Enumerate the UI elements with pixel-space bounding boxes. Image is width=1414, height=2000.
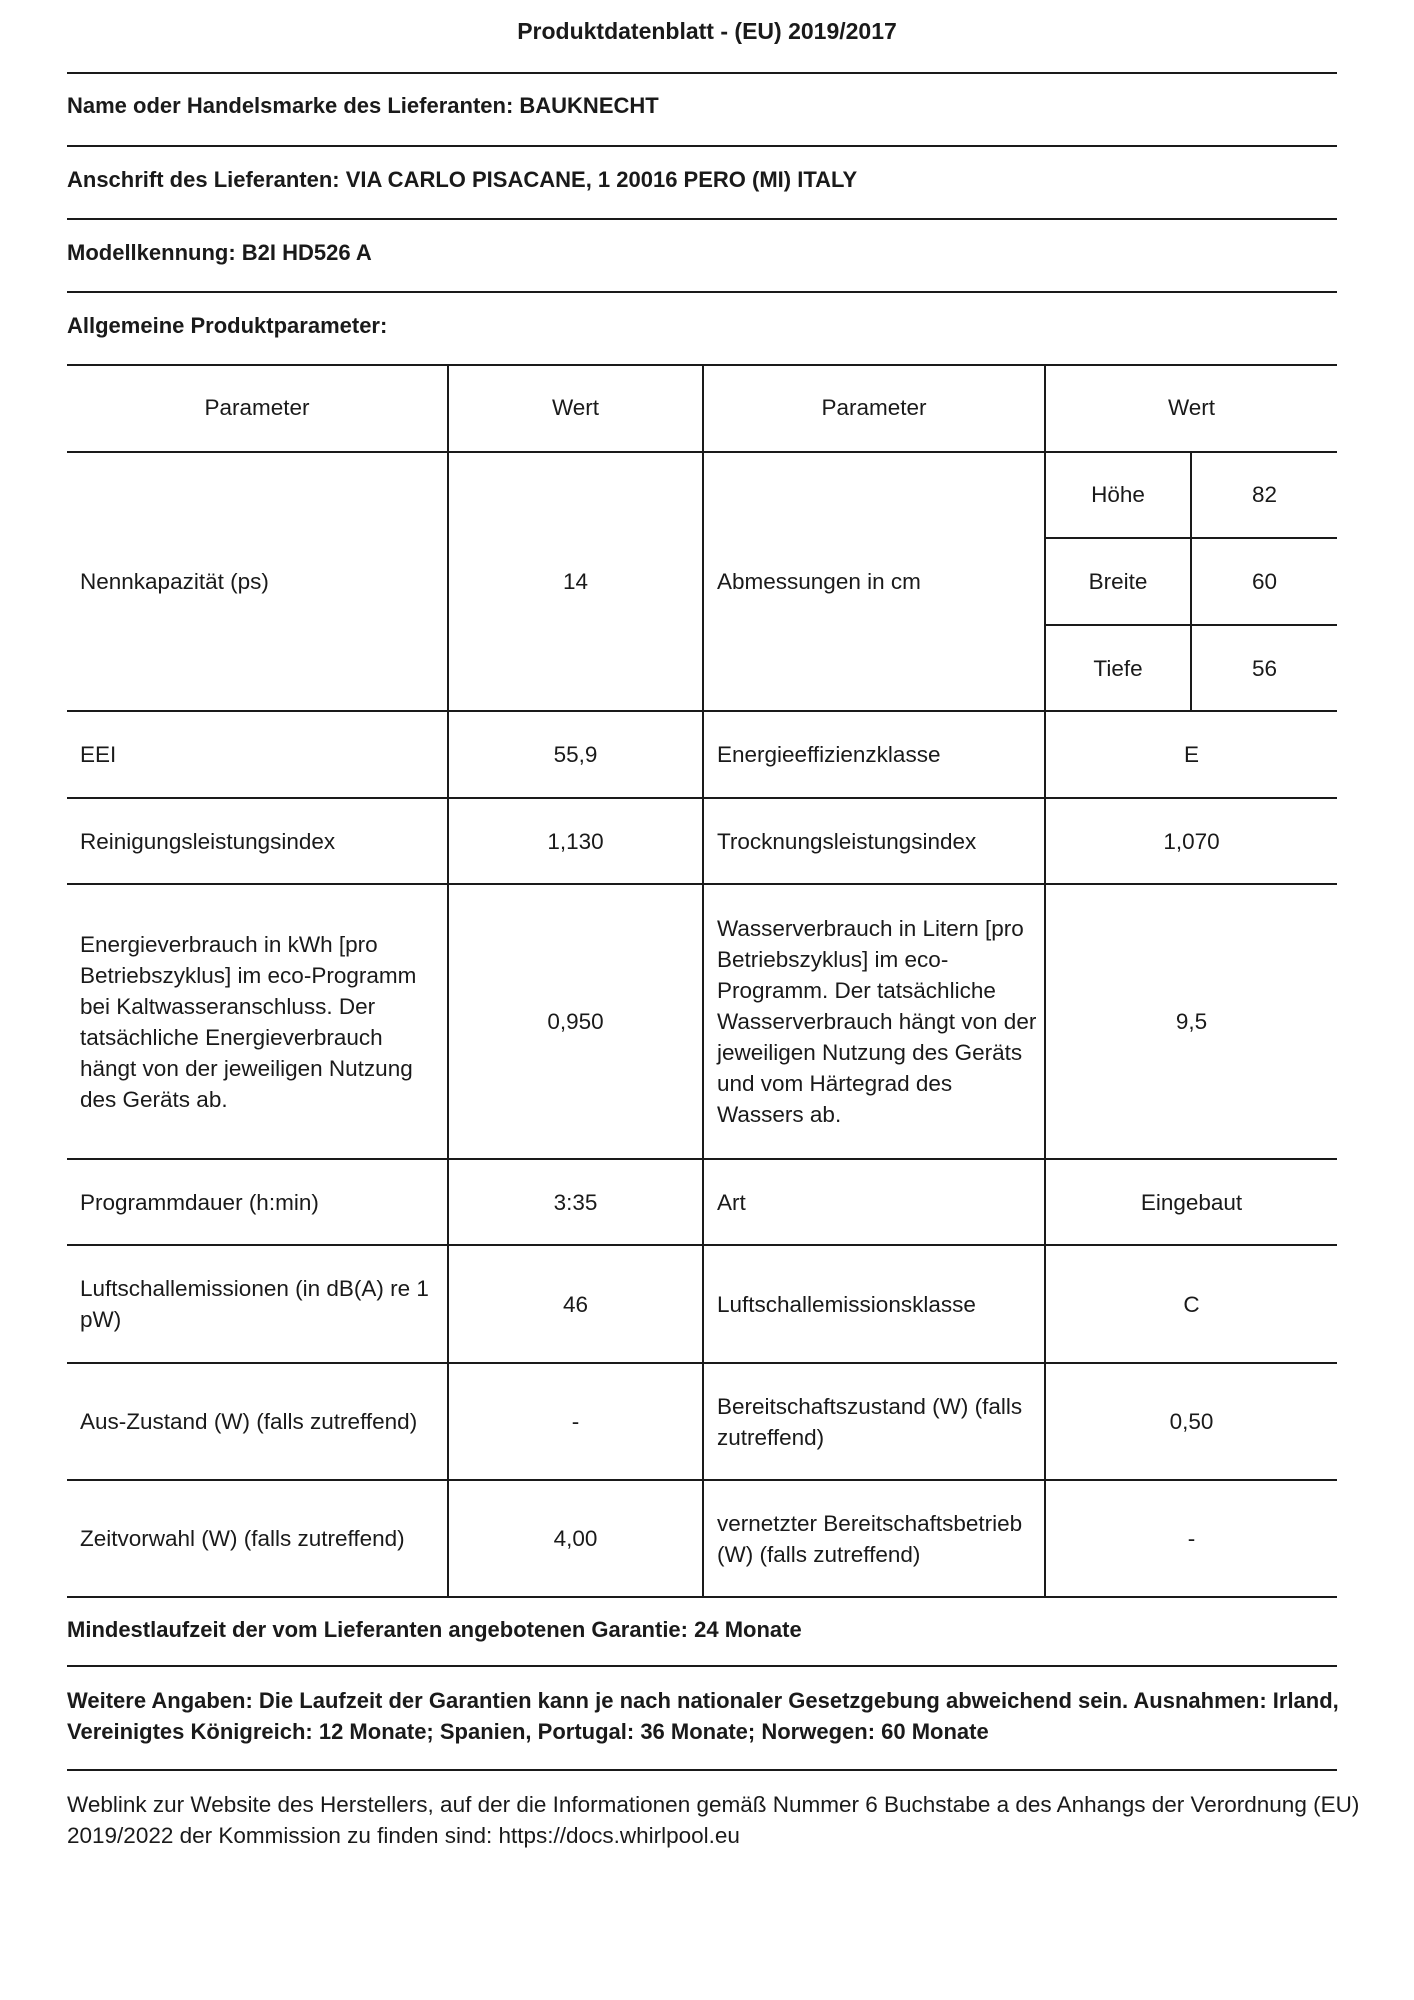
divider xyxy=(67,72,1337,74)
param-type: Art xyxy=(717,1189,746,1215)
further-information: Weitere Angaben: Die Laufzeit der Garantien kann je nach nationaler Gesetzgebung abweichend sein. Ausnahmen: Irland, Vereinigtes Königreich: 12 Monate; Spanien, Portugal: 36 Monate; Norwegen: 60 Monate xyxy=(67,1688,1339,1744)
param-energy-class: Energieeffizienzklasse xyxy=(717,742,941,767)
value-cleaning-index: 1,130 xyxy=(547,828,604,854)
product-parameters-table xyxy=(67,364,1337,1598)
dim-value-depth: 56 xyxy=(1251,655,1278,681)
divider xyxy=(67,1665,1337,1667)
param-standby-mode: Bereitschaftszustand (W) (falls zutreffend) xyxy=(717,1393,1023,1450)
param-noise-class: Luftschallemissionsklasse xyxy=(717,1291,976,1317)
param-noise-emission: Luftschallemissionen (in dB(A) re 1 pW) xyxy=(80,1276,429,1332)
value-noise-class: C xyxy=(1183,1291,1200,1317)
divider xyxy=(67,145,1337,147)
header-parameter-2: Parameter xyxy=(821,395,927,420)
manufacturer-weblink: Weblink zur Website des Herstellers, auf der die Informationen gemäß Nummer 6 Buchstabe a des Anhangs der Verordnung (EU) 2019/2022 der Kommission zu finden sind: https://docs.whirlpool.eu xyxy=(67,1792,1360,1848)
value-delay-start: 4,00 xyxy=(553,1526,598,1551)
dim-label-width: Breite xyxy=(1088,569,1148,594)
value-standby-mode: 0,50 xyxy=(1169,1409,1214,1434)
param-eei: EEI xyxy=(80,742,117,767)
param-rated-capacity: Nennkapazität (ps) xyxy=(80,568,269,594)
value-networked-standby: - xyxy=(1187,1526,1196,1551)
dim-value-height: 82 xyxy=(1251,482,1278,507)
dim-label-depth: Tiefe xyxy=(1093,655,1143,681)
value-energy-class: E xyxy=(1183,742,1199,767)
param-delay-start: Zeitvorwahl (W) (falls zutreffend) xyxy=(80,1526,405,1551)
divider xyxy=(67,218,1337,220)
document-title: Produktdatenblatt - (EU) 2019/2017 xyxy=(517,18,897,44)
header-value-2: Wert xyxy=(1167,395,1216,420)
supplier-name: Name oder Handelsmarke des Lieferanten: BAUKNECHT xyxy=(67,93,659,118)
header-value-1: Wert xyxy=(551,395,600,420)
value-program-duration: 3:35 xyxy=(553,1189,598,1215)
param-program-duration: Programmdauer (h:min) xyxy=(80,1189,319,1215)
param-networked-standby: vernetzter Bereitschaftsbetrieb (W) (falls zutreffend) xyxy=(717,1510,1023,1567)
value-water-consumption: 9,5 xyxy=(1175,1009,1208,1034)
value-energy-consumption: 0,950 xyxy=(547,1009,604,1034)
model-identifier: Modellkennung: B2I HD526 A xyxy=(67,240,372,265)
param-cleaning-index: Reinigungsleistungsindex xyxy=(80,828,336,854)
param-off-mode: Aus-Zustand (W) (falls zutreffend) xyxy=(80,1409,418,1434)
value-eei: 55,9 xyxy=(553,742,598,767)
dim-value-width: 60 xyxy=(1251,569,1278,594)
param-energy-consumption: Energieverbrauch in kWh [pro Betriebszyklus] im eco-Programm bei Kaltwasseranschluss. Der tatsächliche Energieverbrauch hängt von der jeweiligen Nutzung des Geräts ab. xyxy=(80,931,417,1112)
general-parameters-heading: Allgemeine Produktparameter: xyxy=(67,313,388,338)
value-type: Eingebaut xyxy=(1140,1189,1243,1215)
divider xyxy=(67,291,1337,293)
header-parameter-1: Parameter xyxy=(204,395,310,420)
param-water-consumption: Wasserverbrauch in Litern [pro Betriebszyklus] im eco-Programm. Der tatsächliche Wasserverbrauch hängt von der jeweiligen Nutzung des Geräts und vom Härtegrad des Wassers ab. xyxy=(717,916,1037,1127)
value-noise-emission: 46 xyxy=(562,1291,589,1317)
param-dimensions: Abmessungen in cm xyxy=(717,568,921,594)
value-drying-index: 1,070 xyxy=(1163,828,1220,854)
param-drying-index: Trocknungsleistungsindex xyxy=(717,828,977,854)
value-off-mode: - xyxy=(571,1409,580,1434)
warranty-duration: Mindestlaufzeit der vom Lieferanten angebotenen Garantie: 24 Monate xyxy=(67,1617,802,1642)
supplier-address: Anschrift des Lieferanten: VIA CARLO PISACANE, 1 20016 PERO (MI) ITALY xyxy=(67,167,858,192)
divider xyxy=(67,1769,1337,1771)
value-rated-capacity: 14 xyxy=(562,568,589,594)
dim-label-height: Höhe xyxy=(1091,482,1145,507)
